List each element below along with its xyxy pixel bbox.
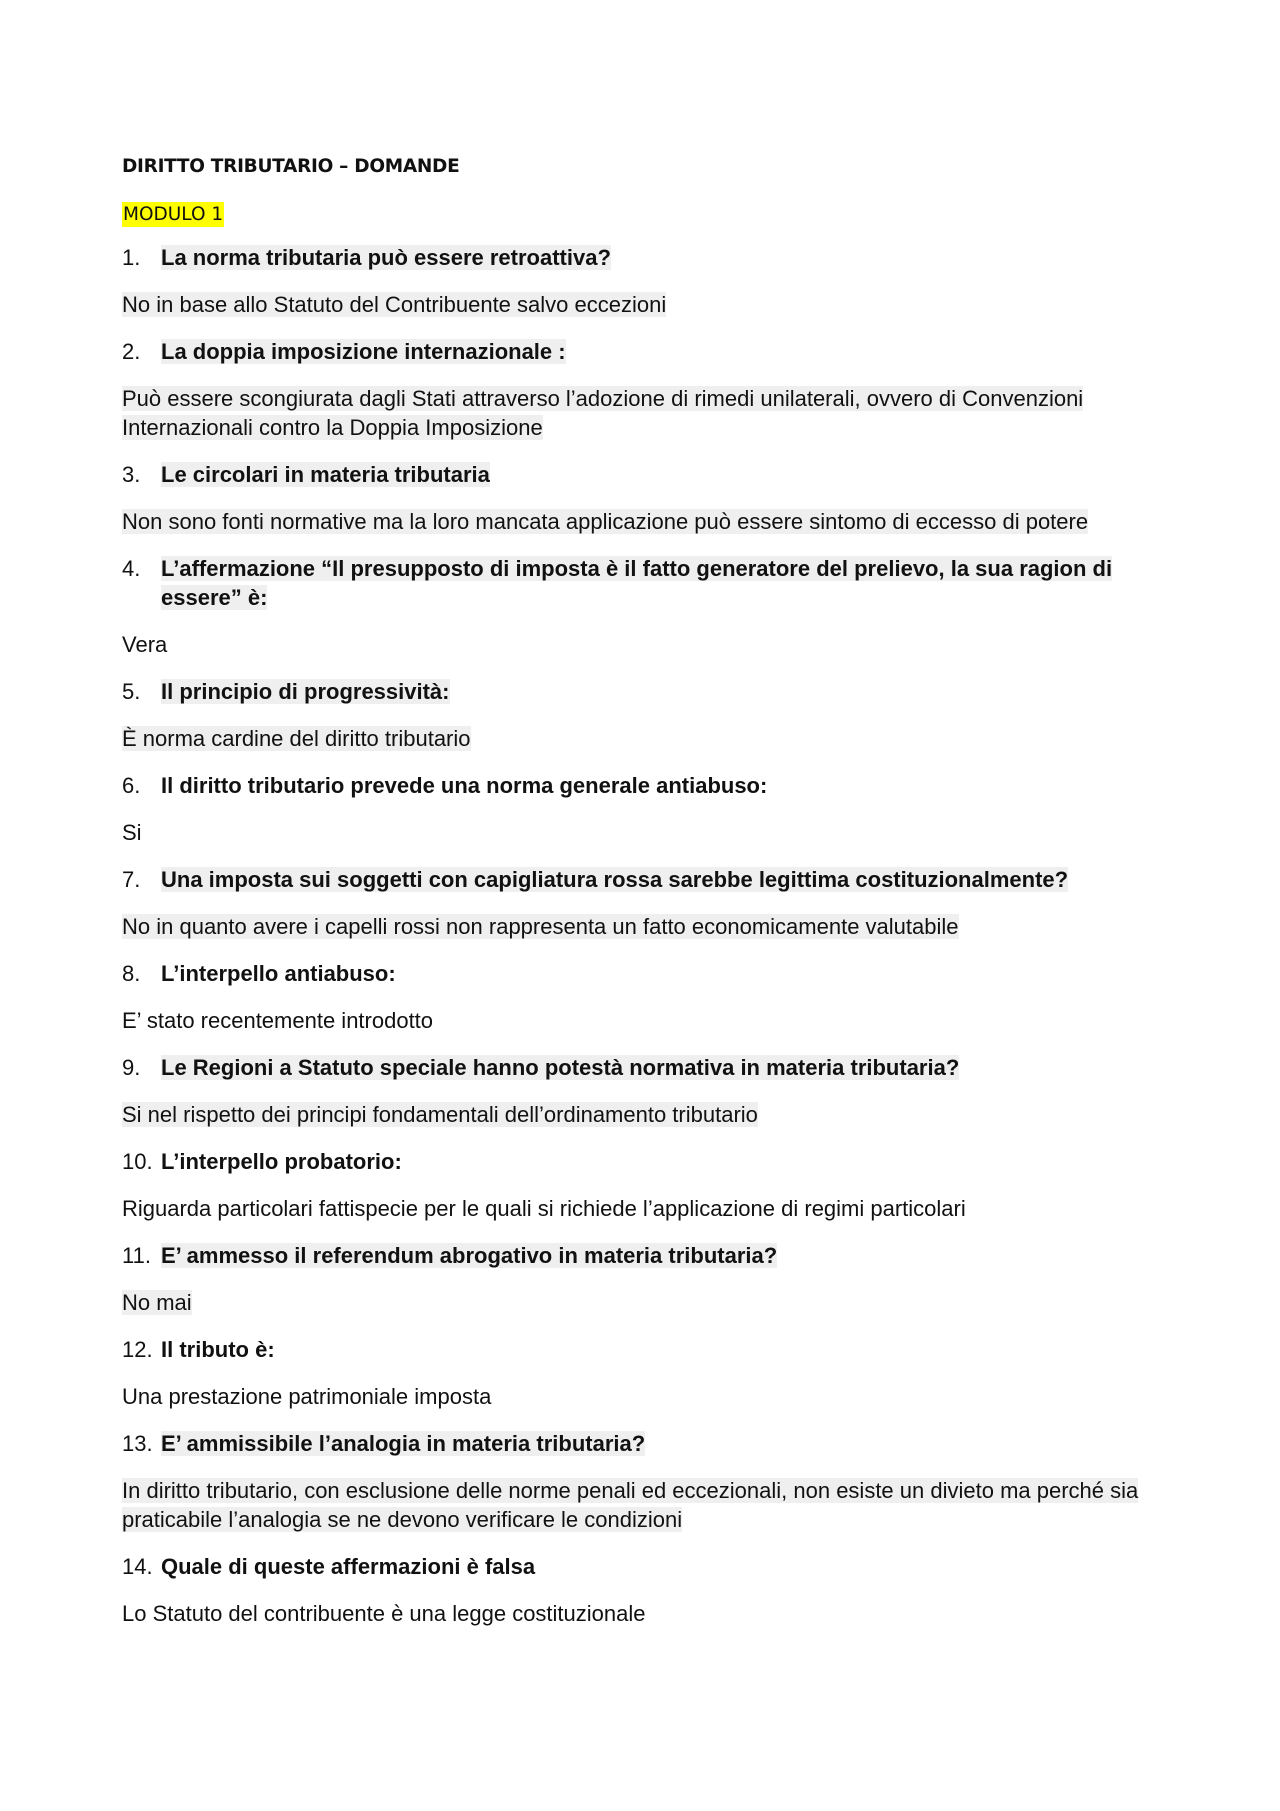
- answer-text: No in quanto avere i capelli rossi non rappresenta un fatto economicamente valutabile: [122, 914, 959, 939]
- answer: [122, 1006, 1162, 1035]
- question-text: [161, 1053, 1162, 1082]
- question-number: 13.: [122, 1431, 153, 1456]
- question: [122, 554, 1162, 612]
- question: [122, 1552, 1162, 1581]
- question-number: 5.: [122, 679, 141, 704]
- question: [122, 1241, 1162, 1270]
- question-text-content: Una imposta sui soggetti con capigliatura rossa sarebbe legittima costituzionalmente?: [161, 867, 1069, 892]
- question-number: 14.: [122, 1554, 153, 1579]
- question-text-content: Il tributo è:: [161, 1337, 275, 1362]
- answer: [122, 724, 1162, 753]
- question-text: [161, 677, 1162, 706]
- question: [122, 337, 1162, 366]
- qa-item: [122, 959, 1162, 1035]
- qa-list: [122, 243, 1162, 1628]
- question-text: [161, 337, 1162, 366]
- question: [122, 865, 1162, 894]
- question: [122, 677, 1162, 706]
- answer-text: E’ stato recentemente introdotto: [122, 1008, 434, 1033]
- question-text-content: Le Regioni a Statuto speciale hanno potestà normativa in materia tributaria?: [161, 1055, 960, 1080]
- answer: [122, 1382, 1162, 1411]
- question: [122, 1429, 1162, 1458]
- question-number: 9.: [122, 1055, 141, 1080]
- qa-item: [122, 1552, 1162, 1628]
- question-text-content: La norma tributaria può essere retroattiva?: [161, 245, 611, 270]
- question-number: 11.: [122, 1243, 151, 1268]
- question-text-content: L’affermazione “Il presupposto di imposta è il fatto generatore del prelievo, la sua ragion di essere” è:: [161, 556, 1113, 610]
- qa-item: [122, 771, 1162, 847]
- answer: [122, 630, 1162, 659]
- question-text: [161, 1429, 1162, 1458]
- answer-text: Si: [122, 820, 142, 845]
- document-page: [122, 152, 1162, 1646]
- qa-item: [122, 337, 1162, 442]
- answer: [122, 290, 1162, 319]
- qa-item: [122, 1147, 1162, 1223]
- question: [122, 959, 1162, 988]
- question-text: [161, 1335, 1162, 1364]
- question: [122, 1147, 1162, 1176]
- question-text-content: E’ ammesso il referendum abrogativo in materia tributaria?: [161, 1243, 778, 1268]
- question: [122, 771, 1162, 800]
- question: [122, 460, 1162, 489]
- qa-item: [122, 1335, 1162, 1411]
- answer: [122, 1288, 1162, 1317]
- answer: [122, 912, 1162, 941]
- answer-text: Riguarda particolari fattispecie per le quali si richiede l’applicazione di regimi particolari: [122, 1196, 966, 1221]
- question-text-content: Il principio di progressività:: [161, 679, 450, 704]
- question-number: 3.: [122, 462, 141, 487]
- qa-item: [122, 243, 1162, 319]
- answer-text: Vera: [122, 632, 168, 657]
- answer: [122, 1100, 1162, 1129]
- qa-item: [122, 1241, 1162, 1317]
- answer-text: In diritto tributario, con esclusione delle norme penali ed eccezionali, non esiste un divieto ma perché sia praticabile l’analogia se ne devono verificare le condizioni: [122, 1478, 1139, 1532]
- question-text-content: L’interpello antiabuso:: [161, 961, 396, 986]
- answer: [122, 384, 1162, 442]
- question-text: [161, 1552, 1162, 1581]
- answer-text: È norma cardine del diritto tributario: [122, 726, 471, 751]
- module-label: [122, 200, 1162, 230]
- question-text: [161, 865, 1162, 894]
- question-text: [161, 460, 1162, 489]
- question-text-content: Il diritto tributario prevede una norma generale antiabuso:: [161, 773, 768, 798]
- qa-item: [122, 865, 1162, 941]
- document-title: DIRITTO TRIBUTARIO – DOMANDE: [122, 156, 460, 177]
- question-text: [161, 243, 1162, 272]
- answer-text: Non sono fonti normative ma la loro mancata applicazione può essere sintomo di eccesso di potere: [122, 509, 1089, 534]
- question-text: [161, 1147, 1162, 1176]
- answer: [122, 818, 1162, 847]
- module-highlight: MODULO 1: [123, 204, 224, 225]
- answer: [122, 1476, 1162, 1534]
- answer-text: Può essere scongiurata dagli Stati attraverso l’adozione di rimedi unilaterali, ovvero di Convenzioni Internazionali contro la Doppia Imposizione: [122, 386, 1084, 440]
- question-text-content: E’ ammissibile l’analogia in materia tributaria?: [161, 1431, 646, 1456]
- question-text: [161, 1241, 1162, 1270]
- answer-text: No mai: [122, 1290, 192, 1315]
- answer-text: Una prestazione patrimoniale imposta: [122, 1384, 492, 1409]
- question-number: 2.: [122, 339, 141, 364]
- question-number: 8.: [122, 961, 141, 986]
- question-number: 10.: [122, 1149, 153, 1174]
- question-text: [161, 554, 1162, 612]
- question-number: 1.: [122, 245, 141, 270]
- question: [122, 243, 1162, 272]
- question-number: 4.: [122, 556, 141, 581]
- question-text-content: La doppia imposizione internazionale :: [161, 339, 566, 364]
- question-number: 12.: [122, 1337, 153, 1362]
- question-number: 6.: [122, 773, 141, 798]
- qa-item: [122, 554, 1162, 659]
- answer: [122, 1194, 1162, 1223]
- question: [122, 1335, 1162, 1364]
- qa-item: [122, 1429, 1162, 1534]
- question-text: [161, 959, 1162, 988]
- question-text-content: Quale di queste affermazioni è falsa: [161, 1554, 536, 1579]
- answer-text: No in base allo Statuto del Contribuente salvo eccezioni: [122, 292, 667, 317]
- question-number: 7.: [122, 867, 141, 892]
- question-text-content: L’interpello probatorio:: [161, 1149, 402, 1174]
- qa-item: [122, 677, 1162, 753]
- question-text: [161, 771, 1162, 800]
- question: [122, 1053, 1162, 1082]
- answer-text: Lo Statuto del contribuente è una legge costituzionale: [122, 1601, 646, 1626]
- answer: [122, 1599, 1162, 1628]
- qa-item: [122, 460, 1162, 536]
- qa-item: [122, 1053, 1162, 1129]
- answer: [122, 507, 1162, 536]
- answer-text: Si nel rispetto dei principi fondamentali dell’ordinamento tributario: [122, 1102, 758, 1127]
- question-text-content: Le circolari in materia tributaria: [161, 462, 490, 487]
